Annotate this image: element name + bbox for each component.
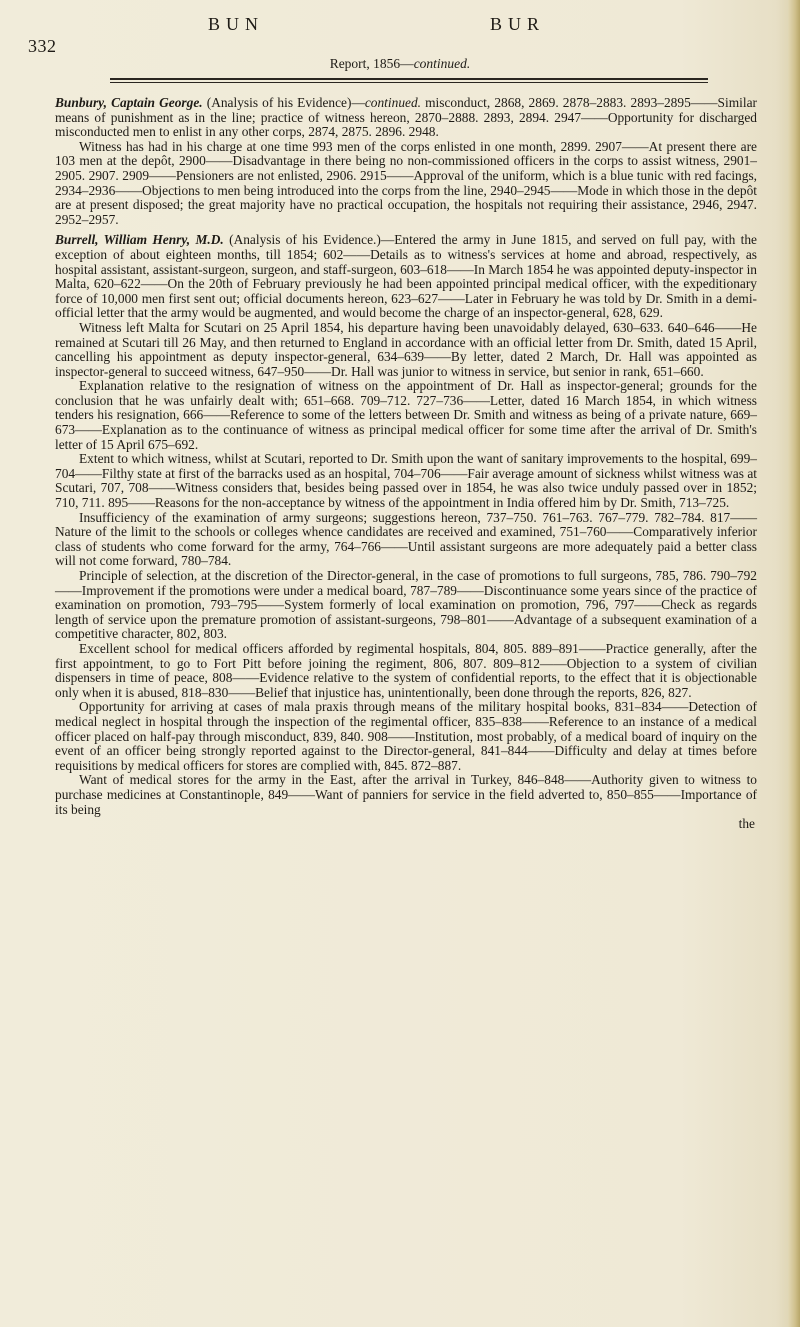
header-rule-thick [110, 78, 708, 80]
index-content [55, 96, 757, 838]
entry-heading-continued: continued. [364, 95, 421, 110]
catchword: the [738, 816, 755, 832]
page-edge [788, 0, 800, 1327]
subtitle-continued: continued. [413, 56, 471, 71]
entry-paragraph: Explanation relative to the resignation of witness on the appointment of Dr. Hall as inspector-general; grounds for the conclusion that he was unfairly dealt with; 651–668. 709–712. 727–736——Letter, dated 16 March 1854, in which witness tenders his resignation, 666——Reference to some of the letters between Dr. Smith and witness as being of a private nature, 669–673——Explanation as to the continuance of witness as principal medical officer for some time after the arrival of Dr. Smith's letter of 15 April 675–692. [55, 378, 757, 452]
entry-text: misconduct, 2868, 2869. 2878–2883. 2893–2895——Similar means of punishment as in the line; practice of witness hereon, 2870–2888. 2893, 2894. 2947——Opportunity for discharged misconducted men to enlist in any other corps, 2874, 2875. 2896. 2948. [55, 95, 757, 140]
entry-paragraph [55, 96, 757, 140]
index-entry-burrell [55, 233, 757, 831]
entry-paragraph: Witness has had in his charge at one time 993 men of the corps enlisted in one month, 2899. 2907——At present there are 103 men at the depôt, 2900——Disadvantage in there being no non-commissioned officers in the corps to assist witness, 2901–2905. 2907. 2909——Pensioners are not enlisted, 2906. 2915——Approval of the uniform, which is a blue tunic with red facings, 2934–2936——Objections to men being introduced into the corps from the line, 2940–2945——Mode in which those in the depôt are at present disposed; the great majority have no practical occupation, the hospitals not requiring their assistance, 2946, 2947. 2952–2957. [55, 138, 757, 227]
entry-paragraph: Excellent school for medical officers afforded by regimental hospitals, 804, 805. 889–891——Practice generally, after the first appointment, to go to Fort Pitt before joining the regiment, 806, 807. 809–812——Objection to a system of civilian dispensers in time of peace, 808——Evidence relative to the system of confidential reports, to the effect that it is objectionable only when it is abused, 818–830——Belief that injustice has, unintentionally, been done through the reports, 826, 827. [55, 640, 757, 700]
subtitle-report: Report, 1856— [329, 56, 414, 71]
entry-heading-note: (Analysis of his Evidence)— [206, 95, 365, 110]
entry-text: Entered the army in June 1815, and served on full pay, with the exception of about eighteen months, till 1854; 602——Details as to witness's services at home and abroad, respectively, as hospital assistant, assistant-surgeon, surgeon, and staff-surgeon, 603–618——In March 1854 he was appointed deputy-inspector in Malta, 620–622——On the 20th of February previously he had been appointed principal medical officer, with the expeditionary force of 10,000 men first sent out; official documents hereon, 623–627——Later in February he was told by Dr. Smith in a demi-official letter that the army would be augmented, and would become the charge of an inspector-general, 628, 629. [55, 232, 757, 321]
running-head [28, 14, 714, 54]
entry-paragraph [55, 233, 757, 321]
entry-paragraph: Opportunity for arriving at cases of mala praxis through means of the military hospital books, 831–834——Detection of medical neglect in hospital through the inspection of the regimental officer, 835–838——Reference to an instance of a medical officer placed on half-pay through misconduct, 839, 840. 908——Institution, most probably, of a medical board of inquiry on the event of an officer being strongly reported against to the Director-general, 841–844——Difficulty and delay at times before requisitions by medical officers for stores are complied with, 845. 872–887. [55, 699, 757, 773]
running-heading-left: BUN [208, 14, 265, 34]
index-entry-bunbury [55, 96, 757, 227]
entry-heading-name: Burrell, William Henry, [55, 232, 191, 248]
entry-heading-title: M.D. [195, 232, 224, 248]
running-heading-right: BUR [490, 14, 546, 34]
entry-heading-name: Bunbury, Captain George. [55, 95, 203, 110]
entry-paragraph: Want of medical stores for the army in the East, after the arrival in Turkey, 846–848——Authority given to witness to purchase medicines at Constantinople, 849——Want of panniers for service in the field adverted to, 850–855——Importance of its being [55, 772, 757, 817]
entry-paragraph: Witness left Malta for Scutari on 25 April 1854, his departure having been unavoidably delayed, 630–633. 640–646——He remained at Scutari till 26 May, and then returned to England in accordance with an official letter from Dr. Smith, dated 15 April, cancelling his appointment as deputy inspector-general, 634–639——By letter, dated 2 March, Dr. Hall was appointed as inspector-general to succeed witness, 647–950——Dr. Hall was junior to witness in service, but senior in rank, 651–660. [55, 319, 757, 379]
entry-paragraph: Principle of selection, at the discretion of the Director-general, in the case of promotions to full surgeons, 785, 786. 790–792——Improvement if the promotions were under a medical board, 787–789——Discontinuance some years since of the practice of examination on promotion, 793–795——System formerly of local examination on promotion, 796, 797——Check as regards length of service upon the premature promotion of assistant-surgeons, 798–801——Advantage of a subsequent examination of a competitive character, 802, 803. [55, 568, 757, 642]
page-number: 332 [28, 36, 57, 56]
entry-paragraph: Insufficiency of the examination of army surgeons; suggestions hereon, 737–750. 761–763. 767–779. 782–784. 817——Nature of the limit to the schools or colleges whence candidates are received and examined, 751–760——Comparatively inferior class of students who come forward for the army, 764–766——Until assistant surgeons are more adequately paid a better class will not come forward, 780–784. [55, 509, 757, 569]
entry-heading-note: (Analysis of his Evidence.)— [229, 232, 395, 248]
entry-paragraph: Extent to which witness, whilst at Scutari, reported to Dr. Smith upon the want of sanitary improvements to the hospital, 699–704——Filthy state at first of the barracks used as an hospital, 704–706——Fair average amount of sickness whilst witness was at Scutari, 707, 708——Witness considers that, besides being passed over in 1854, he was also twice unduly passed over in 1852; 710, 711. 895——Reasons for the non-acceptance by witness of the appointment in India offered him by Dr. Smith, 713–725. [55, 451, 757, 511]
header-rule-thin [110, 82, 708, 83]
section-subtitle [0, 56, 800, 72]
